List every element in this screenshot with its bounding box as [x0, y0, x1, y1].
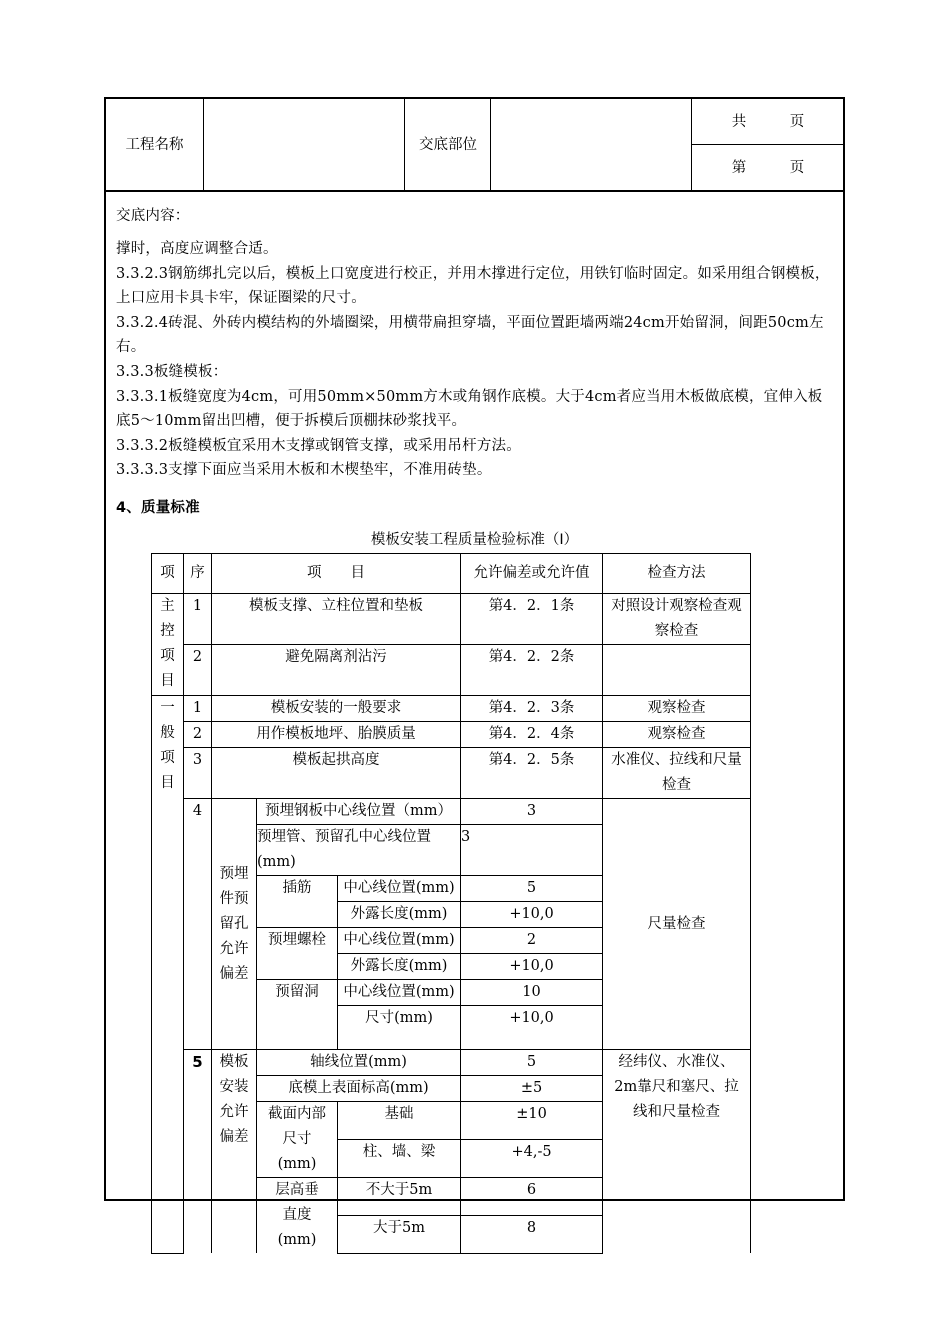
row-no: 1: [184, 696, 212, 722]
vertical-label: 层高垂直度(mm): [257, 1178, 338, 1254]
pipe-hole-label: 预埋管、预留孔中心线位置(mm): [257, 825, 461, 876]
hole-center-value: 10: [461, 980, 603, 1006]
header-seq: 序: [184, 554, 212, 594]
quality-standard-table: [151, 553, 799, 1254]
section-title: 4、质量标准: [116, 500, 200, 516]
le5-value: 6: [461, 1178, 603, 1216]
row-value: 第4．2．4条: [461, 722, 603, 748]
le5-label: 不大于5m: [338, 1178, 461, 1216]
row-no: 3: [184, 748, 212, 799]
main-control-group: 主控项目: [152, 594, 184, 696]
axis-value: 5: [461, 1050, 603, 1076]
bolt-center-label: 中心线位置(mm): [338, 928, 461, 954]
bottom-label: 底模上表面标高(mm): [257, 1076, 461, 1102]
right-margin-cell: [751, 554, 799, 1254]
steel-plate-value: 3: [461, 799, 603, 825]
gt5-value: 8: [461, 1215, 603, 1253]
embed-group-label: 预埋件预留孔允许偏差: [212, 799, 257, 1050]
paragraph: 3.3.3板缝模板：: [116, 363, 228, 380]
header-item-category: 项: [152, 554, 184, 594]
row-item: 模板支撑、立柱位置和垫板: [212, 594, 461, 645]
row-method: 水准仪、拉线和尺量检查: [603, 748, 751, 799]
paragraph: 3.3.3.3支撑下面应当采用木板和木楔垫牢，不准用砖垫。: [116, 462, 492, 479]
row-no: 1: [184, 594, 212, 645]
rebar-exposed-value: +10,0: [461, 902, 603, 928]
bolt-exposed-value: +10,0: [461, 954, 603, 980]
column-label: 柱、墙、梁: [338, 1140, 461, 1178]
install-group-label: 模板安装允许偏差: [212, 1050, 257, 1254]
paragraph: 3.3.2.4砖混、外砖内模结构的外墙圈梁，用横带扁担穿墙，平面位置距墙两端24cm开始留洞，间距50cm左右。: [116, 314, 824, 356]
table-title: 模板安装工程质量检验标准（Ⅰ）: [370, 532, 579, 548]
foundation-value: ±10: [461, 1102, 603, 1140]
rebar-label: 插筋: [257, 876, 338, 928]
total-pages: 共 页: [731, 113, 805, 130]
project-name-label: 工程名称: [125, 136, 184, 153]
steel-plate-label: 预埋钢板中心线位置（mm）: [257, 799, 461, 825]
row-item: 模板起拱高度: [212, 748, 461, 799]
row-value: 第4．2．3条: [461, 696, 603, 722]
row-no: 2: [184, 645, 212, 696]
bolt-label: 预埋螺栓: [257, 928, 338, 980]
header-item: 项 目: [212, 554, 461, 594]
header-tolerance: 允许偏差或允许值: [461, 554, 603, 594]
row-no: 5: [184, 1050, 212, 1254]
hole-label: 预留洞: [257, 980, 338, 1050]
paragraph: 3.3.2.3钢筋绑扎完以后，模板上口宽度进行校正，并用木撑进行定位，用铁钉临时固定。如采用组合钢模板，上口应用卡具卡牢，保证圈梁的尺寸。: [116, 265, 830, 307]
header-method: 检查方法: [603, 554, 751, 594]
rebar-exposed-label: 外露长度(mm): [338, 902, 461, 928]
row-item: 用作模板地坪、胎膜质量: [212, 722, 461, 748]
handover-part-label: 交底部位: [419, 136, 477, 153]
hole-center-label: 中心线位置(mm): [338, 980, 461, 1006]
row-no: 4: [184, 799, 212, 1050]
install-method: 经纬仪、水准仪、2m靠尺和塞尺、拉线和尺量检查: [603, 1050, 751, 1254]
page-number: 第 页: [731, 160, 805, 176]
column-value: +4,-5: [461, 1140, 603, 1178]
general-group: 一般项目: [152, 696, 184, 1254]
row-method: 观察检查: [603, 696, 751, 722]
pipe-hole-value: 3: [461, 825, 603, 876]
row-item: 避免隔离剂沾污: [212, 645, 461, 696]
row-value: 第4．2．2条: [461, 645, 603, 696]
row-method: 对照设计观察检查观察检查: [603, 594, 751, 645]
paragraph: 3.3.3.2板缝模板宜采用木支撑或钢管支撑，或采用吊杆方法。: [116, 437, 521, 454]
bolt-center-value: 2: [461, 928, 603, 954]
row-method: 观察检查: [603, 722, 751, 748]
foundation-label: 基础: [338, 1102, 461, 1140]
section-label: 截面内部尺寸(mm): [257, 1102, 338, 1178]
row-item: 模板安装的一般要求: [212, 696, 461, 722]
paragraph: 3.3.3.1板缝宽度为4cm，可用50mm×50mm方木或角钢作底模。大于4cm者应当用木板做底模，宜伸入板底5～10mm留出凹槽，便于拆模后顶棚抹砂浆找平。: [116, 388, 823, 430]
hole-size-label: 尺寸(mm): [338, 1006, 461, 1050]
handover-part-value: [492, 99, 691, 190]
rebar-center-label: 中心线位置(mm): [338, 876, 461, 902]
header-bottom-line: [104, 190, 845, 192]
handover-content-label: 交底内容：: [116, 208, 190, 224]
bottom-value: ±5: [461, 1076, 603, 1102]
row-value: 第4．2．5条: [461, 748, 603, 799]
row-value: 第4．2．1条: [461, 594, 603, 645]
embed-method: 尺量检查: [603, 799, 751, 1050]
row-method: [603, 645, 751, 696]
gt5-label: 大于5m: [338, 1215, 461, 1253]
rebar-center-value: 5: [461, 876, 603, 902]
row-no: 2: [184, 722, 212, 748]
bolt-exposed-label: 外露长度(mm): [338, 954, 461, 980]
axis-label: 轴线位置(mm): [257, 1050, 461, 1076]
paragraph: 撑时，高度应调整合适。: [116, 241, 278, 257]
handover-content-body: [116, 237, 836, 483]
project-name-value: [205, 99, 404, 190]
hole-size-value: +10,0: [461, 1006, 603, 1050]
